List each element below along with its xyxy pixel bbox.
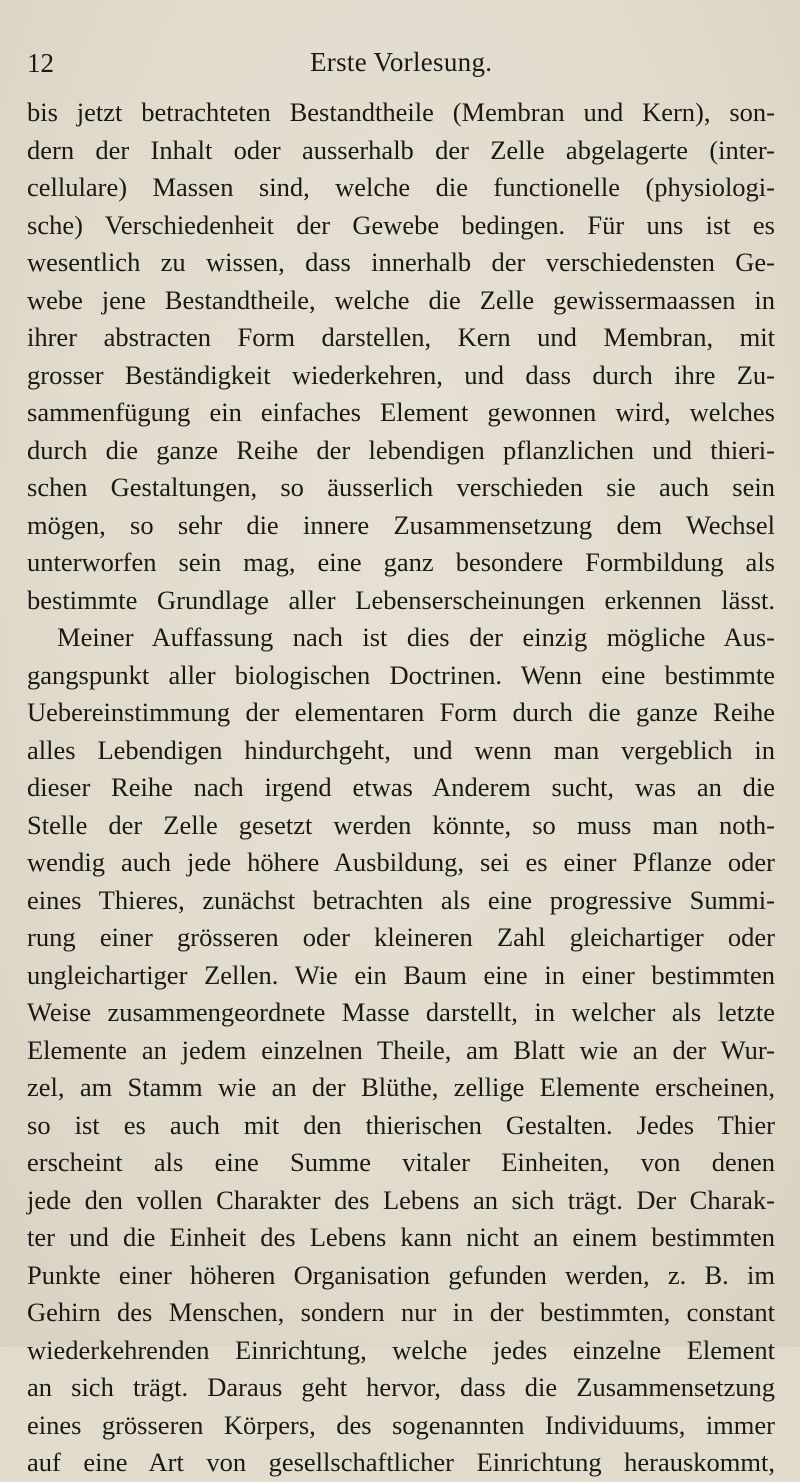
text-line: wiederkehrenden Einrichtung, welche jedes einzelne Element	[27, 1334, 775, 1365]
text-line: bis jetzt betrachteten Bestandtheile (Membran und Kern), son-	[27, 97, 775, 127]
text-line: sche) Verschiedenheit der Gewebe bedingen. Für uns ist es	[27, 209, 775, 240]
text-line: wendig auch jede höhere Ausbildung, sei es einer Pflanze oder	[27, 847, 775, 877]
text-line: zel, am Stamm wie an der Blüthe, zellige Elemente erscheinen,	[27, 1072, 775, 1102]
text-line: ter und die Einheit des Lebens kann nicht an einem bestimmten	[27, 1222, 775, 1252]
text-line: auf eine Art von gesellschaftlicher Einrichtung herauskommt,	[27, 1447, 775, 1477]
text-line: unterworfen sein mag, eine ganz besondere Formbildung als	[27, 547, 775, 577]
text-line: schen Gestaltungen, so äusserlich verschieden sie auch sein	[27, 472, 775, 502]
body-text	[27, 94, 775, 1482]
text-line: so ist es auch mit den thierischen Gestalten. Jedes Thier	[27, 1109, 775, 1140]
text-line: cellulare) Massen sind, welche die functionelle (physiologi-	[27, 172, 775, 202]
text-line: Meiner Auffassung nach ist dies der einzig mögliche Aus-	[57, 622, 775, 652]
text-line: Stelle der Zelle gesetzt werden könnte, so muss man noth-	[27, 809, 775, 840]
running-head: Erste Vorlesung.	[310, 47, 493, 77]
text-line: grosser Beständigkeit wiederkehren, und dass durch ihre Zu-	[27, 359, 775, 390]
text-line: eines Thieres, zunächst betrachten als eine progressive Summi-	[27, 884, 775, 915]
text-line: durch die ganze Reihe der lebendigen pflanzlichen und thieri-	[27, 434, 775, 465]
text-line: eines grösseren Körpers, des sogenannten Individuums, immer	[27, 1409, 775, 1440]
text-line: Weise zusammengeordnete Masse darstellt, in welcher als letzte	[27, 997, 775, 1027]
text-line: dern der Inhalt oder ausserhalb der Zelle abgelagerte (inter-	[27, 134, 775, 165]
page-number: 12	[27, 48, 54, 78]
text-line: sammenfügung ein einfaches Element gewonnen wird, welches	[27, 397, 775, 427]
text-line: gangspunkt aller biologischen Doctrinen. Wenn eine bestimmte	[27, 659, 775, 690]
text-line: Uebereinstimmung der elementaren Form durch die ganze Reihe	[27, 697, 775, 727]
text-line: ihrer abstracten Form darstellen, Kern und Membran, mit	[27, 322, 775, 352]
text-line: dieser Reihe nach irgend etwas Anderem sucht, was an die	[27, 772, 775, 802]
text-line: ungleichartiger Zellen. Wie ein Baum eine in einer bestimmten	[27, 959, 775, 990]
text-line: Gehirn des Menschen, sondern nur in der bestimmten, constant	[27, 1297, 775, 1327]
text-line: erscheint als eine Summe vitaler Einheiten, von denen	[27, 1147, 775, 1177]
text-line: jede den vollen Charakter des Lebens an sich trägt. Der Charak-	[27, 1184, 775, 1215]
text-line: rung einer grösseren oder kleineren Zahl gleichartiger oder	[27, 922, 775, 952]
text-line: an sich trägt. Daraus geht hervor, dass die Zusammensetzung	[27, 1372, 775, 1402]
text-line: bestimmte Grundlage aller Lebenserscheinungen erkennen lässt.	[27, 584, 775, 615]
text-line: Elemente an jedem einzelnen Theile, am Blatt wie an der Wur-	[27, 1034, 775, 1065]
text-line: webe jene Bestandtheile, welche die Zelle gewissermaassen in	[27, 284, 775, 315]
text-line: Punkte einer höheren Organisation gefunden werden, z. B. im	[27, 1259, 775, 1290]
text-line: mögen, so sehr die innere Zusammensetzung dem Wechsel	[27, 509, 775, 540]
text-line: alles Lebendigen hindurchgeht, und wenn man vergeblich in	[27, 734, 775, 765]
text-line: wesentlich zu wissen, dass innerhalb der verschiedensten Ge-	[27, 247, 775, 277]
